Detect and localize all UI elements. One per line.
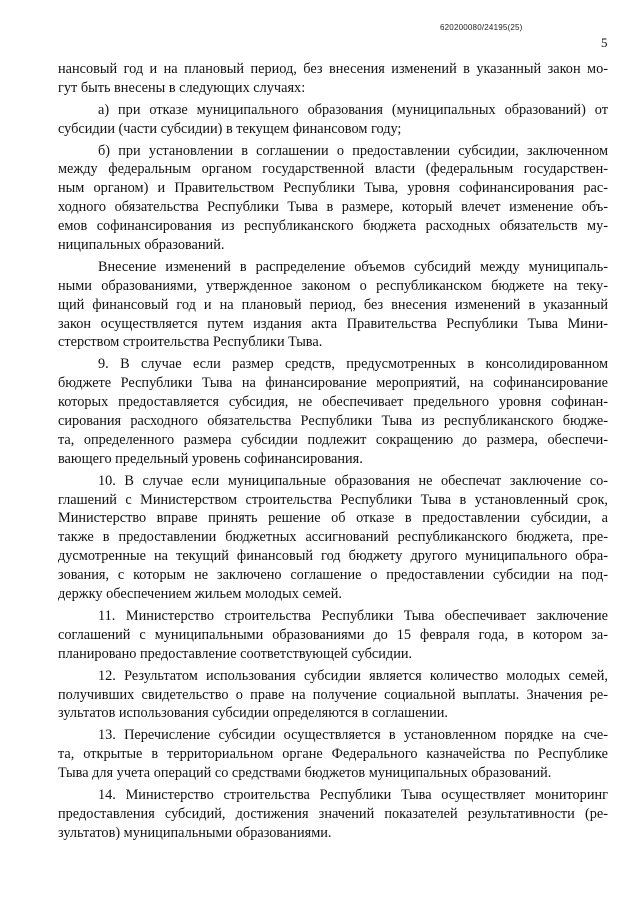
- text-line: Внесение изменений в распределение объемов субсидий между муниципаль-: [98, 258, 608, 275]
- text-line: зультатов) муниципальными образованиями.: [58, 824, 332, 841]
- text-line: субсидии (части субсидии) в текущем финансовом году;: [58, 120, 402, 137]
- page-number: 5: [601, 35, 608, 50]
- text-line: Министерство вправе принять решение об отказе в предоставлении субсидии, а: [58, 510, 608, 527]
- text-line: та, открытые в территориальном органе Федерального казначейства по Республике: [58, 746, 608, 763]
- text-line: между федеральным органом государственной власти (федеральным государствен-: [58, 161, 608, 178]
- text-line: получивших свидетельство о праве на получение социальной выплаты. Значения ре-: [58, 686, 608, 703]
- text-line: сирования расходного обязательства Республики Тыва из республиканского бюдже-: [58, 413, 608, 430]
- text-line: дусмотренные на текущий финансовый год бюджету другого муниципального обра-: [58, 548, 608, 565]
- text-line: ным органом) и Правительством Республики Тыва, уровня софинансирования рас-: [58, 180, 608, 197]
- text-line: планировано предоставление соответствующей субсидии.: [58, 645, 413, 662]
- paragraph: [58, 60, 608, 98]
- text-line: ными образованиями, утвержденное законом о республиканском бюджете на теку-: [58, 277, 608, 294]
- text-line: 13. Перечисление субсидии осуществляется в установленном порядке на сче-: [98, 727, 608, 744]
- body-text: [58, 60, 608, 843]
- text-line: 9. В случае если размер средств, предусмотренных в консолидированном: [98, 356, 608, 373]
- text-line: соглашений с муниципальными образованиями до 15 февраля года, в котором за-: [58, 626, 608, 643]
- paragraph: [58, 101, 608, 139]
- text-line: глашений с Министерством строительства Республики Тыва в установленный срок,: [58, 491, 608, 508]
- paragraph: [58, 786, 608, 843]
- text-line: 14. Министерство строительства Республики Тыва осуществляет мониторинг: [98, 786, 608, 803]
- text-line: ниципальных образований.: [58, 237, 225, 254]
- text-line: закон осуществляется путем издания акта Правительства Республики Тыва Мини-: [58, 315, 608, 332]
- paragraph: [58, 355, 608, 468]
- paragraph: [58, 726, 608, 783]
- document-registration-number: 620200080/24195(25): [440, 23, 523, 32]
- paragraph: [58, 472, 608, 604]
- text-line: б) при установлении в соглашении о предоставлении субсидии, заключенном: [98, 142, 608, 159]
- paragraph: [58, 142, 608, 255]
- text-line: ходного обязательства Республики Тыва в размере, который влечет изменение объ-: [58, 199, 608, 216]
- text-line: а) при отказе муниципального образования (муниципальных образований) от: [98, 101, 608, 118]
- paragraph: [58, 667, 608, 724]
- text-line: зования, с которым не заключено соглашение о предоставлении субсидии на под-: [58, 567, 608, 584]
- text-line: вающего предельный уровень софинансирования.: [58, 450, 363, 467]
- text-line: зультатов использования субсидии определяются в соглашении.: [58, 705, 448, 722]
- text-line: бюджете Республики Тыва на финансирование мероприятий, на софинансирование: [58, 375, 608, 392]
- text-line: 12. Результатом использования субсидии является количество молодых семей,: [98, 667, 608, 684]
- text-line: также в предоставлении бюджетных ассигнований республиканского бюджета, пре-: [58, 529, 608, 546]
- text-line: та, определенного размера субсидии подлежит сокращению до размера, обеспечи-: [58, 431, 608, 448]
- text-line: Тыва для учета операций со средствами бюджетов муниципальных образований.: [58, 765, 552, 782]
- text-line: гут быть внесены в следующих случаях:: [58, 79, 306, 96]
- text-line: предоставления субсидий, достижения значений показателей результативности (ре-: [58, 805, 608, 822]
- text-line: нансовый год и на плановый период, без внесения изменений в указанный закон мо-: [58, 61, 608, 77]
- text-line: емов софинансирования из республиканского бюджета расходных обязательств му-: [58, 218, 608, 235]
- text-line: 11. Министерство строительства Республики Тыва обеспечивает заключение: [98, 607, 608, 624]
- text-line: стерством строительства Республики Тыва.: [58, 334, 323, 351]
- paragraph: [58, 258, 608, 352]
- text-line: которых предоставляется субсидия, не обеспечивает предельного уровня софинан-: [58, 394, 608, 411]
- text-line: щий финансовый год и на плановый период, без внесения изменений в указанный: [58, 296, 608, 313]
- paragraph: [58, 607, 608, 664]
- text-line: 10. В случае если муниципальные образования не обеспечат заключение со-: [98, 472, 608, 489]
- text-line: держку обеспечением жильем молодых семей.: [58, 586, 342, 603]
